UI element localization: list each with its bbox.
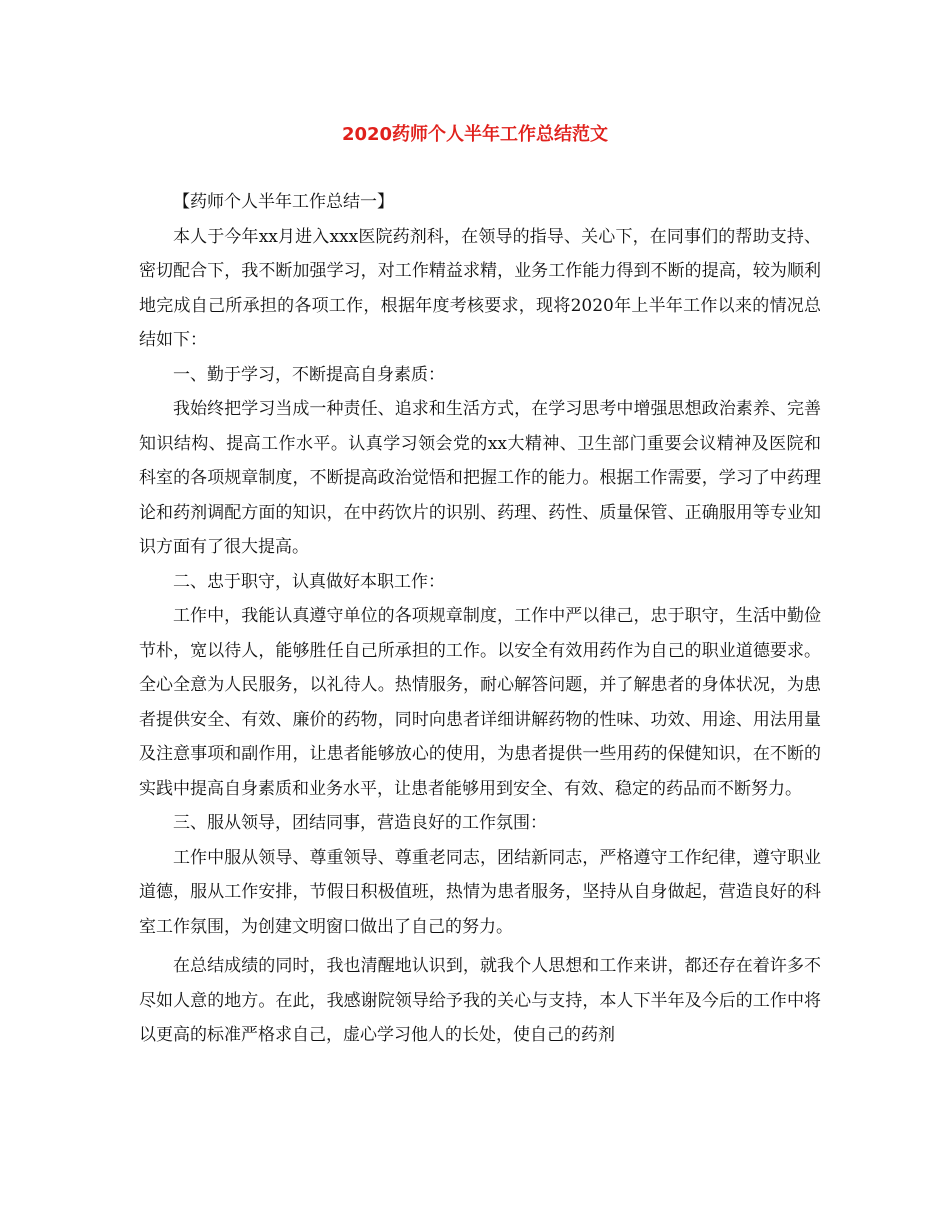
paragraph-duty: 工作中，我能认真遵守单位的各项规章制度，工作中严以律己，忠于职守，生活中勤俭节朴，宽以待人，能够胜任自己所承担的工作。以安全有效用药作为自己的职业道德要求。全心全意为人民服务，以礼待人。热情服务，耐心解答问题，并了解患者的身体状况，为患者提供安全、有效、廉价的药物，同时向患者详细讲解药物的性味、功效、用途、用法用量及注意事项和副作用，让患者能够放心的使用，为患者提供一些用药的保健知识，在不断的实践中提高自身素质和业务水平，让患者能够用到安全、有效、稳定的药品而不断努力。 [139,606,821,799]
paragraph-conclusion: 在总结成绩的同时，我也清醒地认识到，就我个人思想和工作来讲，都还存在着许多不尽如人意的地方。在此，我感谢院领导给予我的关心与支持，本人下半年及今后的工作中将以更高的标准严格求自己，虚心学习他人的长处，使自己的药剂 [139,956,821,1045]
paragraph-teamwork: 工作中服从领导、尊重领导、尊重老同志，团结新同志，严格遵守工作纪律，遵守职业道德，服从工作安排，节假日积极值班，热情为患者服务，坚持从自身做起，营造良好的科室工作氛围，为创建文明窗口做出了自己的努力。 [139,847,821,937]
document-title: 2020药师个人半年工作总结范文 [341,124,609,145]
heading-study: 一、勤于学习，不断提高自身素质： [173,364,445,385]
paragraph-intro: 本人于今年xx月进入xxx医院药剂科，在领导的指导、关心下，在同事们的帮助支持、密切配合下，我不断加强学习，对工作精益求精，业务工作能力得到不断的提高，较为顺利地完成自己所承担的各项工作，根据年度考核要求，现将2020年上半年工作以来的情况总结如下： [139,226,821,350]
heading-teamwork: 三、服从领导，团结同事，营造良好的工作氛围： [173,813,547,833]
section-label: 【药师个人半年工作总结一】 [173,192,394,212]
heading-duty: 二、忠于职守，认真做好本职工作： [173,571,445,592]
document-body [139,185,821,1053]
paragraph-study: 我始终把学习当成一种责任、追求和生活方式，在学习思考中增强思想政治素养、完善知识结构、提高工作水平。认真学习领会党的xx大精神、卫生部门重要会议精神及医院和科室的各项规章制度，不断提高政治觉悟和把握工作的能力。根据工作需要，学习了中药理论和药剂调配方面的知识，在中药饮片的识别、药理、药性、质量保管、正确服用等专业知识方面有了很大提高。 [139,399,821,557]
